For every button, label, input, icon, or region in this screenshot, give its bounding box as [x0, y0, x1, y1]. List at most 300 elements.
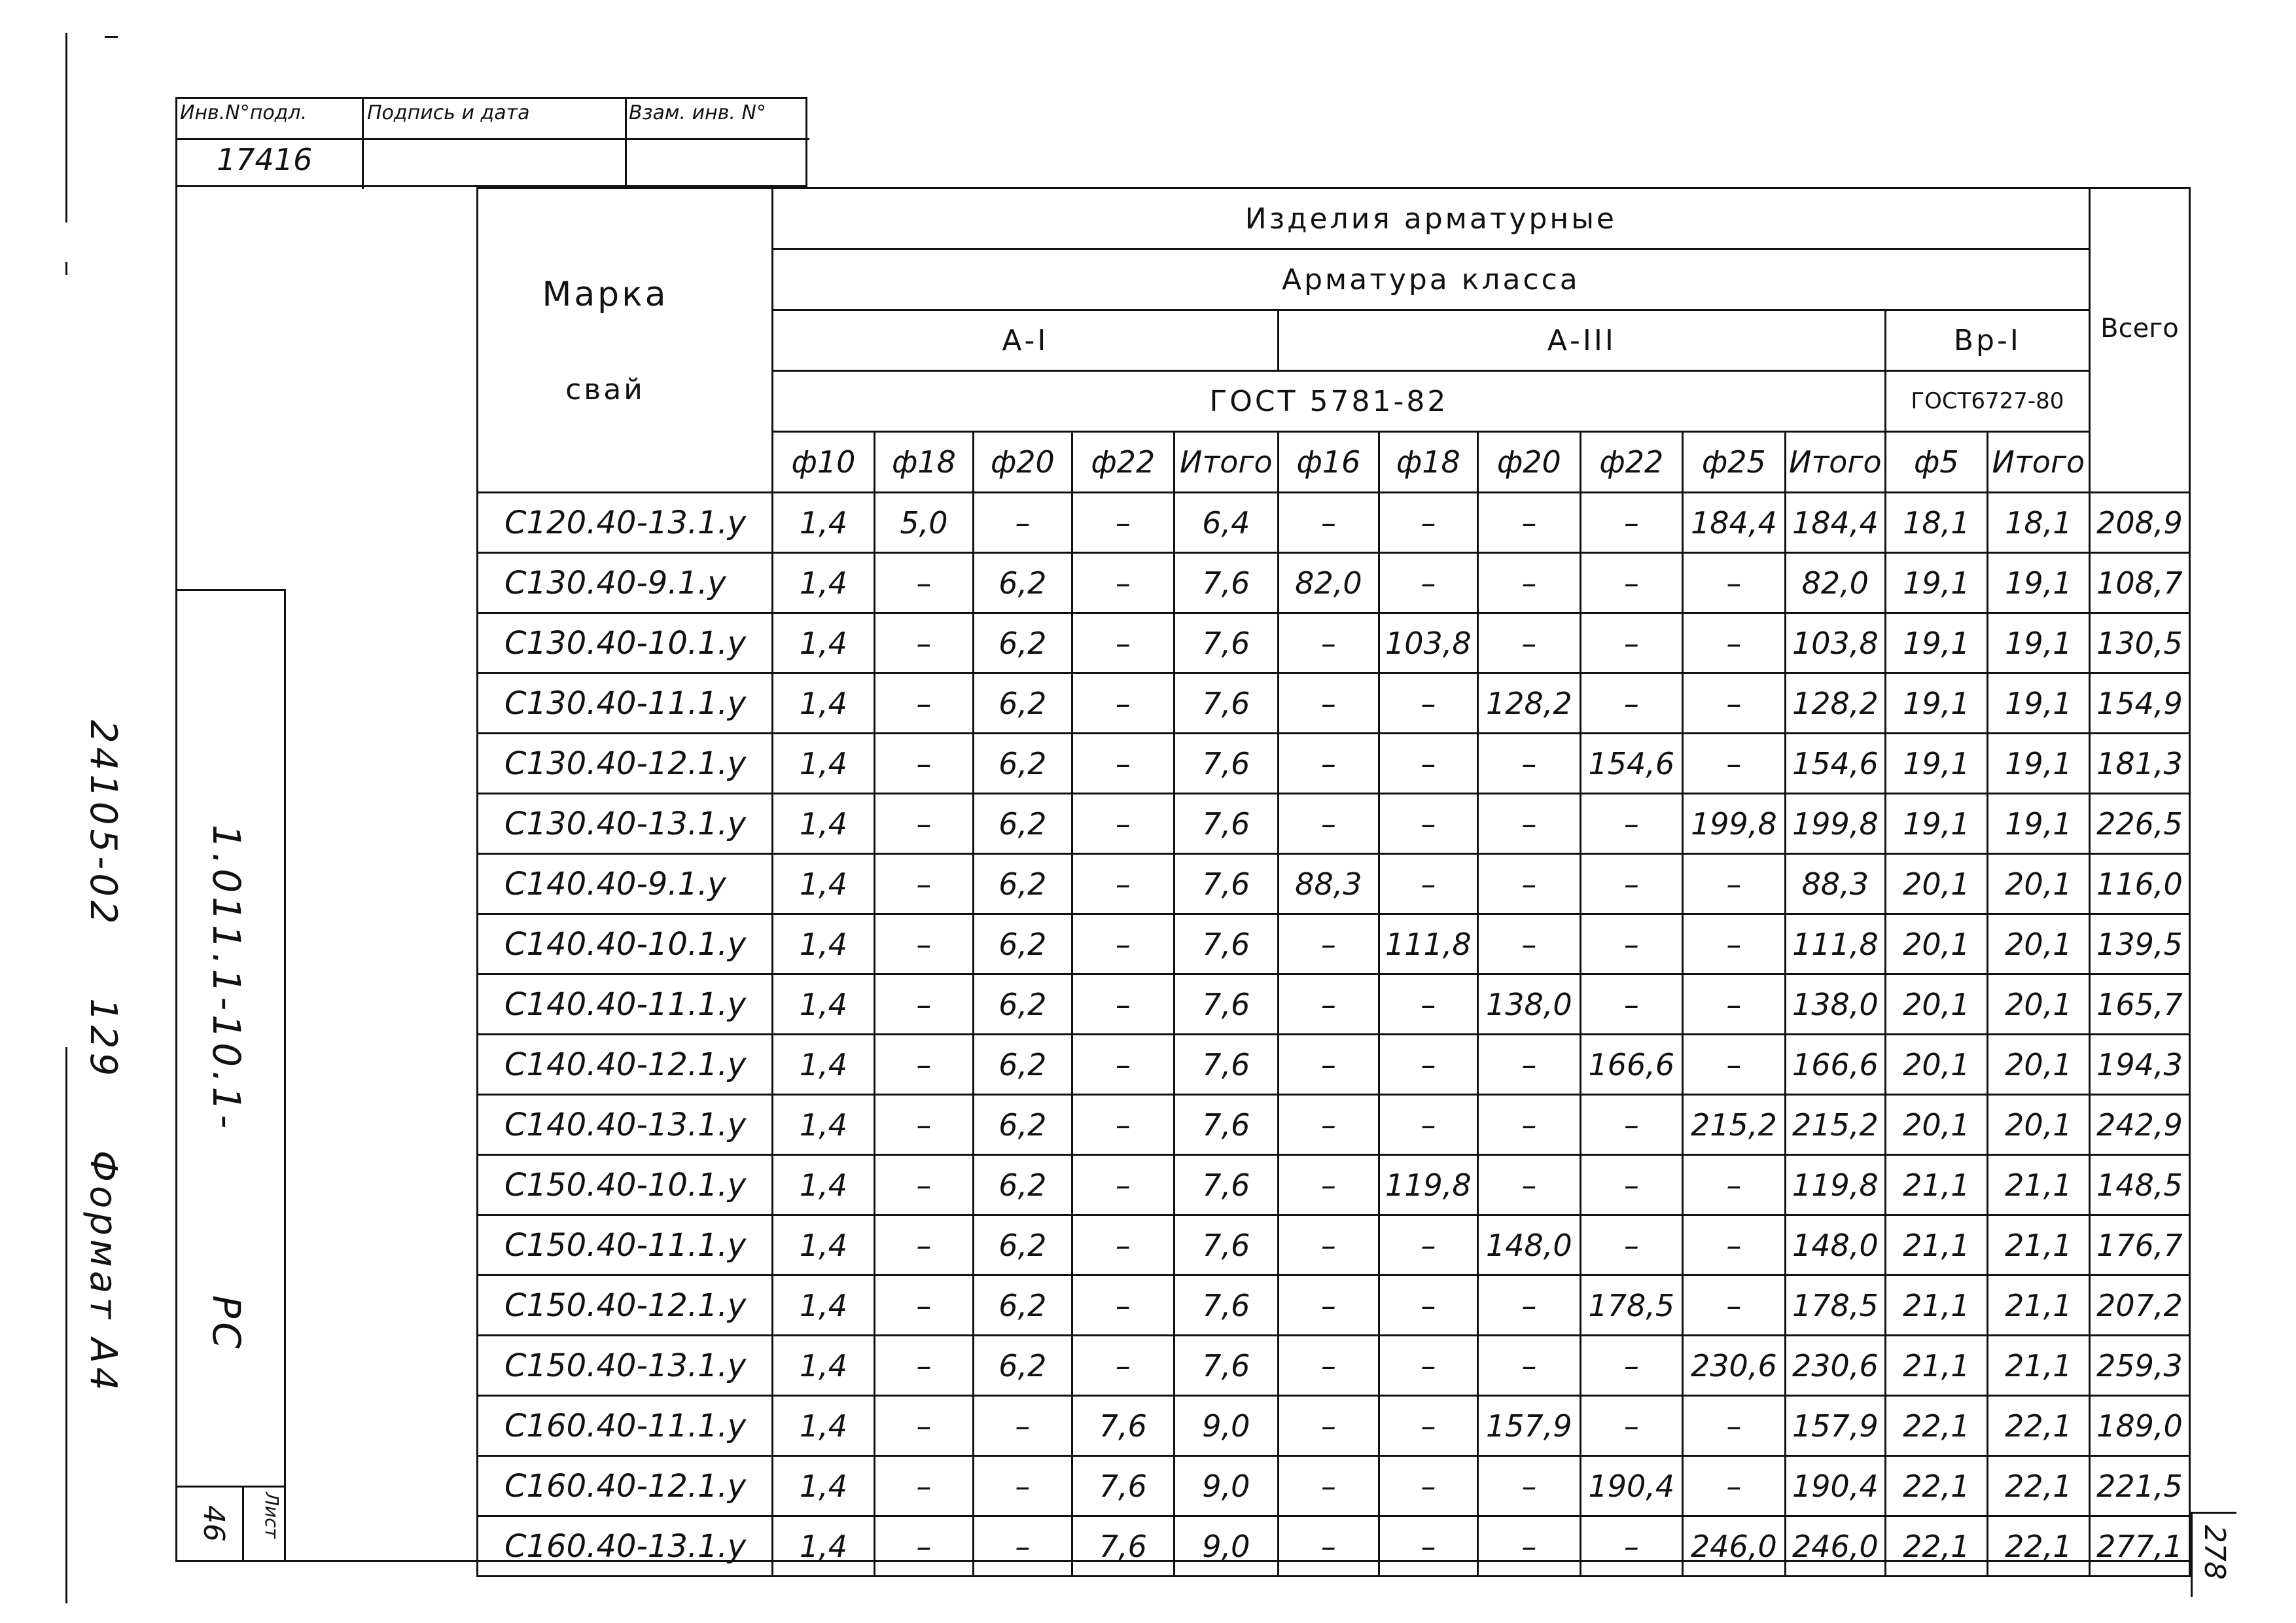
table-cell: –: [1278, 613, 1379, 673]
table-cell: 119,8: [1785, 1155, 1885, 1215]
table-row: [478, 493, 2190, 553]
approval-stamp: [175, 97, 807, 187]
table-cell: 6,2: [973, 1035, 1072, 1095]
column-header: ф20: [1477, 432, 1580, 493]
table-cell: –: [874, 854, 973, 914]
table-cell: 21,1: [1987, 1215, 2089, 1275]
pile-mark: С130.40-11.1.у: [478, 673, 773, 734]
column-header: ф22: [1072, 432, 1174, 493]
table-cell: 18,1: [1987, 493, 2089, 553]
table-cell: 5,0: [874, 493, 973, 553]
frame-left: [175, 187, 177, 1561]
table-row: [478, 1035, 2190, 1095]
margin-tick: [65, 1047, 67, 1603]
table-cell: 7,6: [1174, 734, 1278, 794]
table-cell: 207,2: [2089, 1275, 2189, 1336]
table-cell: 1,4: [772, 974, 874, 1035]
table-cell: –: [874, 734, 973, 794]
sign-label: Подпись и дата: [367, 101, 530, 124]
table-cell: –: [1379, 1396, 1477, 1456]
table-cell: –: [1682, 914, 1785, 974]
table-cell: 22,1: [1885, 1456, 1987, 1516]
table-cell: –: [1072, 1275, 1174, 1336]
pile-mark: С120.40-13.1.у: [478, 493, 773, 553]
table-cell: 277,1: [2089, 1516, 2189, 1577]
table-cell: –: [1278, 1396, 1379, 1456]
pile-mark: С150.40-13.1.у: [478, 1336, 773, 1396]
table-cell: 1,4: [772, 1095, 874, 1155]
table-cell: 22,1: [1987, 1456, 2089, 1516]
margin-dash: [105, 36, 118, 38]
table-cell: 208,9: [2089, 493, 2189, 553]
pile-mark: С160.40-13.1.у: [478, 1516, 773, 1577]
table-cell: 242,9: [2089, 1095, 2189, 1155]
table-cell: 190,4: [1580, 1456, 1682, 1516]
table-cell: 230,6: [1682, 1336, 1785, 1396]
table-cell: 154,6: [1785, 734, 1885, 794]
table-cell: –: [1072, 854, 1174, 914]
table-cell: 178,5: [1580, 1275, 1682, 1336]
table-row: [478, 1516, 2190, 1577]
table-cell: –: [1682, 1035, 1785, 1095]
table-cell: 7,6: [1174, 1275, 1278, 1336]
table-cell: 226,5: [2089, 794, 2189, 854]
doc-code: 24105-02: [82, 720, 124, 928]
table-cell: 20,1: [1885, 1095, 1987, 1155]
column-header: ф20: [973, 432, 1072, 493]
table-cell: –: [1278, 1095, 1379, 1155]
table-cell: 82,0: [1785, 553, 1885, 613]
table-cell: 19,1: [1885, 794, 1987, 854]
table-cell: –: [874, 974, 973, 1035]
table-cell: –: [1580, 1215, 1682, 1275]
page-number: 278: [2198, 1525, 2231, 1580]
table-cell: –: [1580, 553, 1682, 613]
doc-num: 129: [82, 998, 124, 1080]
column-header: Итого: [1785, 432, 1885, 493]
table-cell: –: [1379, 1215, 1477, 1275]
series-code: 1.011.1-10.1-: [204, 825, 249, 1133]
table-cell: –: [1682, 1275, 1785, 1336]
table-cell: 21,1: [1885, 1155, 1987, 1215]
table-cell: –: [1379, 1516, 1477, 1577]
column-header: ф18: [1379, 432, 1477, 493]
table-cell: –: [1379, 794, 1477, 854]
table-cell: –: [874, 914, 973, 974]
table-cell: 7,6: [1174, 613, 1278, 673]
table-cell: –: [1379, 1035, 1477, 1095]
table-cell: –: [1379, 854, 1477, 914]
margin-tick: [65, 262, 67, 275]
table-cell: –: [874, 1396, 973, 1456]
table-cell: 157,9: [1785, 1396, 1885, 1456]
table-cell: –: [1278, 1336, 1379, 1396]
table-cell: 116,0: [2089, 854, 2189, 914]
table-cell: –: [1580, 914, 1682, 974]
table-cell: 1,4: [772, 1456, 874, 1516]
column-header: ф18: [874, 432, 973, 493]
table-cell: –: [1379, 734, 1477, 794]
header-mark-piles: [478, 188, 773, 493]
table-cell: 6,2: [973, 914, 1072, 974]
table-cell: 178,5: [1785, 1275, 1885, 1336]
sheet-value: 46: [197, 1505, 230, 1542]
table-cell: 7,6: [1174, 553, 1278, 613]
table-cell: –: [1379, 1095, 1477, 1155]
table-cell: –: [1580, 493, 1682, 553]
table-cell: –: [1072, 1095, 1174, 1155]
table-cell: –: [874, 613, 973, 673]
pile-mark: С140.40-9.1.у: [478, 854, 773, 914]
table-cell: –: [1278, 914, 1379, 974]
table-cell: 189,0: [2089, 1396, 2189, 1456]
table-cell: –: [1072, 1155, 1174, 1215]
table-cell: –: [1477, 1336, 1580, 1396]
table-cell: –: [1072, 613, 1174, 673]
table-cell: –: [973, 1516, 1072, 1577]
table-cell: 7,6: [1174, 673, 1278, 734]
table-cell: –: [1682, 1155, 1785, 1215]
series-pc: РС: [204, 1295, 249, 1353]
header-products: Изделия арматурные: [772, 188, 2089, 249]
pile-mark: С150.40-11.1.у: [478, 1215, 773, 1275]
table-cell: –: [1477, 734, 1580, 794]
table-cell: –: [1072, 1336, 1174, 1396]
table-cell: –: [1379, 493, 1477, 553]
table-cell: 139,5: [2089, 914, 2189, 974]
table-cell: –: [1682, 1215, 1785, 1275]
table-cell: 154,9: [2089, 673, 2189, 734]
table-row: [478, 673, 2190, 734]
table-cell: 128,2: [1477, 673, 1580, 734]
table-cell: –: [973, 1396, 1072, 1456]
table-cell: –: [1580, 1396, 1682, 1456]
table-cell: –: [1278, 734, 1379, 794]
table-cell: –: [874, 1336, 973, 1396]
table-cell: –: [874, 1095, 973, 1155]
table-cell: 9,0: [1174, 1456, 1278, 1516]
table-cell: 184,4: [1785, 493, 1885, 553]
table-cell: –: [1580, 974, 1682, 1035]
table-cell: 1,4: [772, 1035, 874, 1095]
inv-value: 17416: [217, 142, 313, 177]
table-cell: –: [1072, 734, 1174, 794]
table-cell: –: [874, 673, 973, 734]
table-cell: –: [1682, 734, 1785, 794]
pile-mark: С130.40-13.1.у: [478, 794, 773, 854]
table-cell: –: [1682, 1396, 1785, 1456]
table-cell: 9,0: [1174, 1516, 1278, 1577]
column-header: ф25: [1682, 432, 1785, 493]
table-cell: 148,0: [1785, 1215, 1885, 1275]
table-cell: 7,6: [1072, 1456, 1174, 1516]
table-cell: 22,1: [1885, 1396, 1987, 1456]
table-cell: 138,0: [1477, 974, 1580, 1035]
table-cell: –: [1477, 1456, 1580, 1516]
table-cell: 7,6: [1072, 1396, 1174, 1456]
table-cell: –: [1682, 613, 1785, 673]
table-cell: –: [1477, 854, 1580, 914]
table-row: [478, 1155, 2190, 1215]
table-cell: 246,0: [1785, 1516, 1885, 1577]
table-cell: 176,7: [2089, 1215, 2189, 1275]
table-row: [478, 1456, 2190, 1516]
inv-label: Инв.N°подл.: [180, 101, 308, 124]
pile-mark: С140.40-11.1.у: [478, 974, 773, 1035]
table-cell: –: [1477, 1275, 1580, 1336]
table-cell: 1,4: [772, 1155, 874, 1215]
table-cell: –: [1682, 673, 1785, 734]
table-cell: –: [973, 1456, 1072, 1516]
table-cell: 6,2: [973, 1215, 1072, 1275]
table-cell: –: [1278, 1155, 1379, 1215]
table-cell: 19,1: [1987, 553, 2089, 613]
table-cell: –: [1072, 1035, 1174, 1095]
reinforcement-table: [476, 187, 2191, 1577]
table-cell: –: [1580, 854, 1682, 914]
table-cell: –: [874, 1155, 973, 1215]
table-cell: 199,8: [1682, 794, 1785, 854]
table-cell: 82,0: [1278, 553, 1379, 613]
table-cell: 6,2: [973, 1095, 1072, 1155]
table-cell: –: [1278, 1516, 1379, 1577]
table-row: [478, 734, 2190, 794]
page-number-line: [2191, 1512, 2193, 1597]
table-cell: –: [874, 1516, 973, 1577]
table-row: [478, 1095, 2190, 1155]
class-bp1: Вр-I: [1885, 310, 2089, 371]
stamp-divider: [177, 138, 809, 140]
table-cell: –: [1682, 553, 1785, 613]
table-cell: 19,1: [1987, 673, 2089, 734]
table-cell: –: [1379, 1336, 1477, 1396]
table-cell: –: [1072, 553, 1174, 613]
pile-mark: С130.40-10.1.у: [478, 613, 773, 673]
table-cell: 190,4: [1785, 1456, 1885, 1516]
table-cell: 221,5: [2089, 1456, 2189, 1516]
table-cell: 1,4: [772, 854, 874, 914]
table-cell: –: [1477, 613, 1580, 673]
pile-mark: С140.40-12.1.у: [478, 1035, 773, 1095]
table-cell: 6,2: [973, 553, 1072, 613]
table-cell: 157,9: [1477, 1396, 1580, 1456]
table-cell: 1,4: [772, 1336, 874, 1396]
pile-mark: С160.40-12.1.у: [478, 1456, 773, 1516]
doc-format: Формат А4: [82, 1150, 124, 1395]
table-cell: 20,1: [1987, 974, 2089, 1035]
table-row: [478, 1275, 2190, 1336]
table-row: [478, 1336, 2190, 1396]
gost-5781: ГОСТ 5781-82: [772, 371, 1885, 432]
table-cell: –: [1072, 493, 1174, 553]
table-cell: 21,1: [1885, 1275, 1987, 1336]
table-cell: 18,1: [1885, 493, 1987, 553]
table-cell: 20,1: [1987, 1035, 2089, 1095]
table-cell: 21,1: [1885, 1336, 1987, 1396]
table-cell: –: [1477, 553, 1580, 613]
table-cell: –: [1477, 1155, 1580, 1215]
table-cell: 148,0: [1477, 1215, 1580, 1275]
table-cell: 19,1: [1885, 613, 1987, 673]
table-cell: 215,2: [1785, 1095, 1885, 1155]
margin-tick: [65, 33, 67, 223]
table-cell: –: [1477, 794, 1580, 854]
table-cell: 6,2: [973, 854, 1072, 914]
table-row: [478, 1215, 2190, 1275]
table-cell: –: [1072, 914, 1174, 974]
table-cell: 6,2: [973, 794, 1072, 854]
table-cell: 21,1: [1885, 1215, 1987, 1275]
pile-mark: С150.40-10.1.у: [478, 1155, 773, 1215]
table-cell: –: [1278, 974, 1379, 1035]
table-row: [478, 914, 2190, 974]
table-row: [478, 974, 2190, 1035]
table-cell: 20,1: [1885, 1035, 1987, 1095]
column-header: Итого: [1174, 432, 1278, 493]
pile-mark: С140.40-13.1.у: [478, 1095, 773, 1155]
table-cell: 148,5: [2089, 1155, 2189, 1215]
header-mark: Марка: [542, 274, 669, 314]
table-cell: –: [874, 1456, 973, 1516]
table-cell: 6,2: [973, 974, 1072, 1035]
table-row: [478, 613, 2190, 673]
table-cell: –: [874, 1215, 973, 1275]
table-cell: 7,6: [1174, 794, 1278, 854]
table-cell: 1,4: [772, 553, 874, 613]
table-cell: –: [1580, 673, 1682, 734]
table-cell: 1,4: [772, 1215, 874, 1275]
table-row: [478, 1396, 2190, 1456]
table-cell: 7,6: [1174, 974, 1278, 1035]
table-cell: 111,8: [1785, 914, 1885, 974]
table-cell: 103,8: [1379, 613, 1477, 673]
table-cell: 108,7: [2089, 553, 2189, 613]
table-cell: 21,1: [1987, 1155, 2089, 1215]
pile-mark: С160.40-11.1.у: [478, 1396, 773, 1456]
table-cell: 20,1: [1885, 914, 1987, 974]
table-cell: 88,3: [1278, 854, 1379, 914]
table-cell: 9,0: [1174, 1396, 1278, 1456]
table-cell: 154,6: [1580, 734, 1682, 794]
table-cell: 22,1: [1987, 1516, 2089, 1577]
table-cell: 1,4: [772, 1275, 874, 1336]
table-cell: –: [874, 794, 973, 854]
header-total: Всего: [2089, 188, 2189, 493]
table-cell: –: [1072, 1215, 1174, 1275]
class-a3: А-III: [1278, 310, 1885, 371]
table-cell: –: [1477, 914, 1580, 974]
table-cell: –: [1278, 1215, 1379, 1275]
series-vertical: [204, 825, 249, 1353]
table-cell: –: [1072, 794, 1174, 854]
table-cell: 6,2: [973, 1155, 1072, 1215]
table-cell: –: [973, 493, 1072, 553]
table-cell: 184,4: [1682, 493, 1785, 553]
table-cell: 6,2: [973, 613, 1072, 673]
table-cell: –: [1477, 1516, 1580, 1577]
table-cell: 6,2: [973, 673, 1072, 734]
table-cell: –: [1580, 1336, 1682, 1396]
table-cell: 111,8: [1379, 914, 1477, 974]
table-cell: –: [874, 553, 973, 613]
column-header: ф5: [1885, 432, 1987, 493]
doc-code-vertical: [82, 720, 124, 1395]
table-cell: 119,8: [1379, 1155, 1477, 1215]
table-cell: –: [1477, 1035, 1580, 1095]
table-cell: 199,8: [1785, 794, 1885, 854]
header-piles: свай: [565, 372, 645, 406]
sheet-box-divider: [242, 1486, 244, 1561]
table-cell: 1,4: [772, 734, 874, 794]
table-cell: –: [1580, 794, 1682, 854]
table-cell: 1,4: [772, 1516, 874, 1577]
table-cell: 20,1: [1987, 854, 2089, 914]
page-number-line: [2191, 1512, 2236, 1514]
class-a1: А-I: [772, 310, 1278, 371]
column-header: ф22: [1580, 432, 1682, 493]
table-cell: –: [874, 1035, 973, 1095]
table-cell: 215,2: [1682, 1095, 1785, 1155]
stamp-divider: [625, 99, 627, 189]
table-cell: –: [1278, 794, 1379, 854]
table-cell: 7,6: [1174, 1155, 1278, 1215]
table-cell: 19,1: [1885, 734, 1987, 794]
table-cell: –: [1278, 673, 1379, 734]
table-cell: –: [1379, 1456, 1477, 1516]
table-cell: –: [1278, 1275, 1379, 1336]
table-cell: –: [1580, 1155, 1682, 1215]
table-row: [478, 854, 2190, 914]
side-box-top: [175, 589, 285, 591]
table-cell: 7,6: [1072, 1516, 1174, 1577]
table-cell: –: [1278, 1456, 1379, 1516]
table-cell: 103,8: [1785, 613, 1885, 673]
table-cell: 20,1: [1885, 974, 1987, 1035]
table-cell: 22,1: [1885, 1516, 1987, 1577]
table-cell: –: [1682, 974, 1785, 1035]
table-cell: 19,1: [1987, 613, 2089, 673]
table-cell: 166,6: [1580, 1035, 1682, 1095]
table-cell: 6,4: [1174, 493, 1278, 553]
table-cell: –: [1580, 1095, 1682, 1155]
table-cell: 1,4: [772, 493, 874, 553]
table-cell: –: [1278, 1035, 1379, 1095]
table-cell: 20,1: [1885, 854, 1987, 914]
table-cell: 1,4: [772, 1396, 874, 1456]
table-cell: 7,6: [1174, 1215, 1278, 1275]
table-cell: 20,1: [1987, 1095, 2089, 1155]
table-cell: –: [1072, 673, 1174, 734]
pile-mark: С130.40-9.1.у: [478, 553, 773, 613]
table-cell: 230,6: [1785, 1336, 1885, 1396]
table-cell: 7,6: [1174, 914, 1278, 974]
table-cell: 128,2: [1785, 673, 1885, 734]
table-cell: –: [1682, 854, 1785, 914]
table-cell: 19,1: [1987, 734, 2089, 794]
table-cell: 246,0: [1682, 1516, 1785, 1577]
table-cell: 88,3: [1785, 854, 1885, 914]
table-cell: 21,1: [1987, 1275, 2089, 1336]
header-class: Арматура класса: [772, 249, 2089, 310]
table-row: [478, 553, 2190, 613]
table-cell: –: [1682, 1456, 1785, 1516]
column-header: ф16: [1278, 432, 1379, 493]
table-cell: –: [1072, 974, 1174, 1035]
table-cell: 7,6: [1174, 1336, 1278, 1396]
table-cell: 19,1: [1885, 673, 1987, 734]
table-cell: 130,5: [2089, 613, 2189, 673]
table-cell: 1,4: [772, 914, 874, 974]
